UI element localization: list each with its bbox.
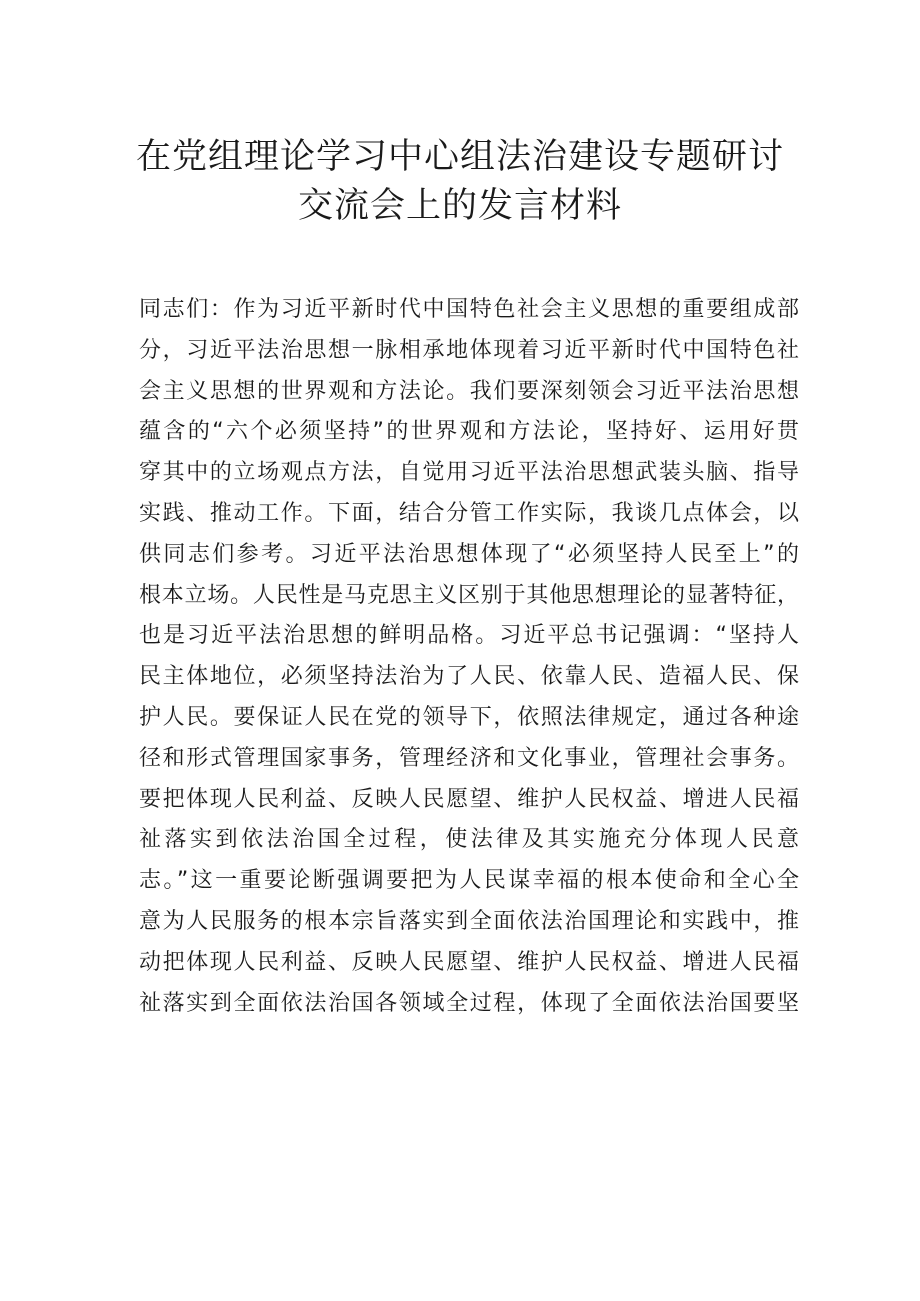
body-line: 祉落实到依法治国全过程，使法律及其实施充分体现人民意 [139, 827, 799, 853]
body-line: 径和形式管理国家事务，管理经济和文化事业，管理社会事务。 [139, 745, 799, 771]
title-line-1: 在党组理论学习中心组法治建设专题研讨 [135, 137, 784, 177]
body-line: 根本立场。人民性是马克思主义区别于其他思想理论的显著特征， [139, 582, 799, 608]
document-title [100, 133, 820, 231]
body-line: 实践、推动工作。下面，结合分管工作实际，我谈几点体会，以 [139, 500, 799, 526]
body-line: 同志们：作为习近平新时代中国特色社会主义思想的重要组成部 [139, 297, 799, 322]
body-line: 意为人民服务的根本宗旨落实到全面依法治国理论和实践中，推 [139, 908, 799, 934]
body-line: 护人民。要保证人民在党的领导下，依照法律规定，通过各种途 [139, 704, 799, 730]
document-body [139, 290, 799, 1024]
body-line: 分，习近平法治思想一脉相承地体现着习近平新时代中国特色社 [139, 337, 799, 363]
body-line: 蕴含的“六个必须坚持”的世界观和方法论，坚持好、运用好贯 [139, 419, 799, 445]
body-line: 穿其中的立场观点方法，自觉用习近平法治思想武装头脑、指导 [139, 460, 799, 486]
body-line: 民主体地位，必须坚持法治为了人民、依靠人民、造福人民、保 [139, 664, 799, 690]
title-line-2: 交流会上的发言材料 [297, 186, 622, 226]
body-line: 祉落实到全面依法治国各领域全过程，体现了全面依法治国要坚 [139, 990, 799, 1016]
body-line: 供同志们参考。习近平法治思想体现了“必须坚持人民至上”的 [139, 541, 799, 567]
body-line: 动把体现人民利益、反映人民愿望、维护人民权益、增进人民福 [139, 949, 799, 975]
body-line: 也是习近平法治思想的鲜明品格。习近平总书记强调：“坚持人 [139, 623, 799, 649]
body-line: 要把体现人民利益、反映人民愿望、维护人民权益、增进人民福 [139, 786, 799, 812]
body-line: 志。”这一重要论断强调要把为人民谋幸福的根本使命和全心全 [139, 868, 799, 894]
body-line: 会主义思想的世界观和方法论。我们要深刻领会习近平法治思想 [139, 378, 799, 404]
